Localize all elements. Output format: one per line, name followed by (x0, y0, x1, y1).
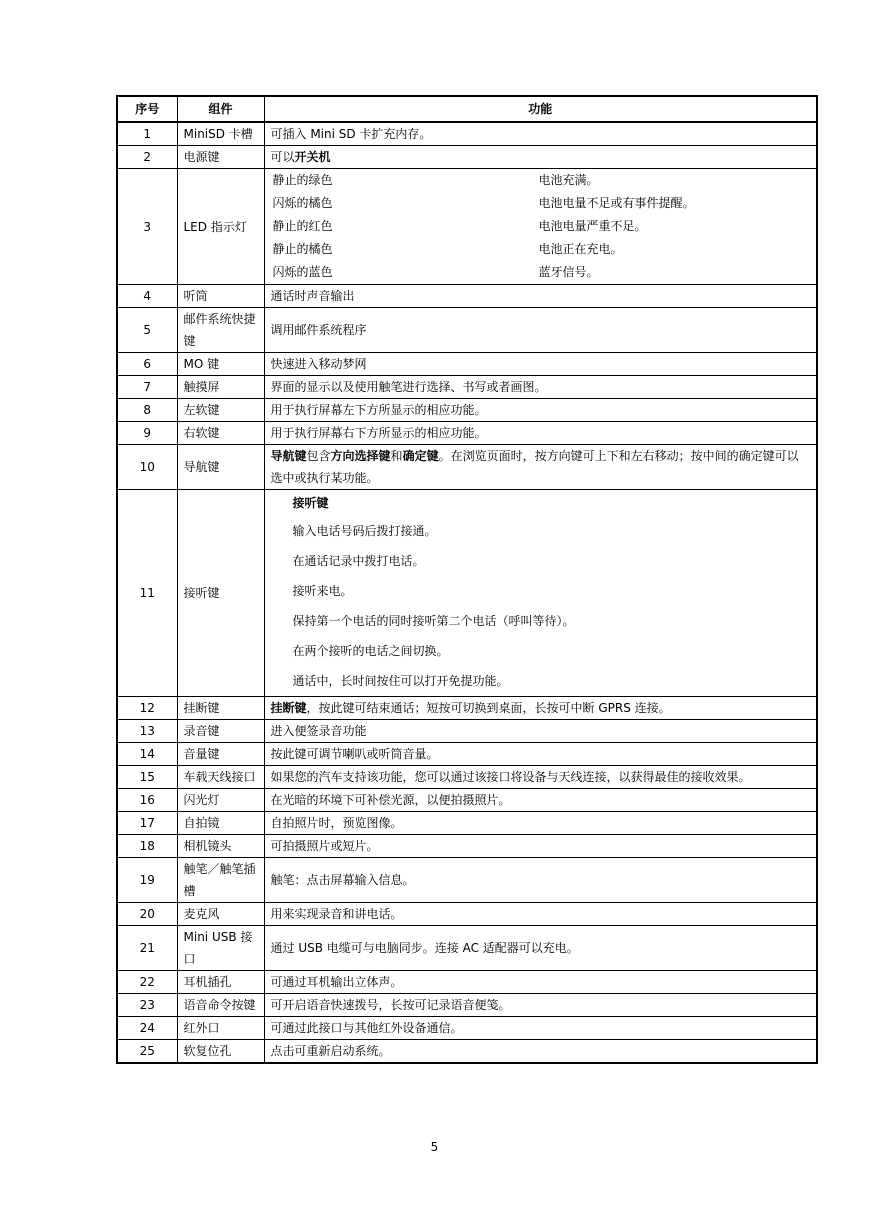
row-function: 进入便签录音功能 (264, 720, 817, 743)
table-row (117, 926, 817, 971)
function-bold-text: 导航键 (270, 449, 307, 463)
row-num: 16 (117, 789, 177, 812)
led-color: 静止的橘色 (272, 242, 333, 256)
row-num: 11 (117, 490, 177, 697)
row-component: 电源键 (177, 146, 264, 169)
function-bold-text: 挂断键 (270, 701, 307, 715)
row-num: 3 (117, 169, 177, 285)
row-num: 10 (117, 445, 177, 490)
function-text: ，按此键可结束通话；短按可切换到桌面，长按可中断 GPRS 连接。 (306, 701, 671, 715)
row-num: 7 (117, 376, 177, 399)
row-num: 14 (117, 743, 177, 766)
table-row (117, 994, 817, 1017)
led-state (265, 169, 817, 192)
row-function: 调用邮件系统程序 (264, 308, 817, 353)
row-function (264, 169, 817, 285)
row-function: 点击可重新启动系统。 (264, 1040, 817, 1064)
row-component: 听筒 (177, 285, 264, 308)
table-row (117, 720, 817, 743)
table-row (117, 835, 817, 858)
row-num: 23 (117, 994, 177, 1017)
table-row (117, 146, 817, 169)
function-text: 和 (390, 449, 403, 463)
row-component: 车载天线接口 (177, 766, 264, 789)
table-row (117, 697, 817, 720)
page-number: 5 (430, 1140, 439, 1154)
row-num: 18 (117, 835, 177, 858)
answer-key-item: 在通话记录中拨打电话。 (292, 554, 425, 568)
row-num: 6 (117, 353, 177, 376)
row-function: 通过 USB 电缆可与电脑同步。连接 AC 适配器可以充电。 (264, 926, 817, 971)
row-component: 挂断键 (177, 697, 264, 720)
table-row (117, 422, 817, 445)
row-function: 如果您的汽车支持该功能，您可以通过该接口将设备与天线连接，以获得最佳的接收效果。 (264, 766, 817, 789)
row-num: 2 (117, 146, 177, 169)
row-num: 4 (117, 285, 177, 308)
row-num: 8 (117, 399, 177, 422)
row-function: 可通过耳机输出立体声。 (264, 971, 817, 994)
row-function: 界面的显示以及使用触笔进行选择、书写或者画图。 (264, 376, 817, 399)
row-function: 可插入 Mini SD 卡扩充内存。 (264, 122, 817, 146)
led-color: 闪烁的蓝色 (272, 265, 333, 279)
row-num: 12 (117, 697, 177, 720)
row-component: 自拍镜 (177, 812, 264, 835)
row-num: 22 (117, 971, 177, 994)
row-component: 红外口 (177, 1017, 264, 1040)
led-state (265, 192, 817, 215)
function-text: 。在浏览页面时，按方向键可上下和左右移动；按中间的确定键可以选中或执行某功能。 (270, 449, 799, 485)
row-component: 音量键 (177, 743, 264, 766)
row-num: 21 (117, 926, 177, 971)
row-function: 用来实现录音和讲电话。 (264, 903, 817, 926)
row-component: 触摸屏 (177, 376, 264, 399)
table-row (117, 858, 817, 903)
table-header-row (117, 96, 817, 122)
row-function (264, 697, 817, 720)
header-component: 组件 (177, 96, 264, 122)
row-num: 1 (117, 122, 177, 146)
row-component: 左软键 (177, 399, 264, 422)
function-bold-text: 确定键 (402, 449, 439, 463)
row-component: 语音命令按键 (177, 994, 264, 1017)
row-component: 邮件系统快捷键 (177, 308, 264, 353)
row-function: 可拍摄照片或短片。 (264, 835, 817, 858)
led-state (265, 238, 817, 261)
led-meaning: 蓝牙信号。 (538, 265, 599, 279)
led-color: 静止的绿色 (272, 173, 333, 187)
table-row (117, 399, 817, 422)
row-function: 用于执行屏幕右下方所显示的相应功能。 (264, 422, 817, 445)
row-component: 触笔／触笔插槽 (177, 858, 264, 903)
answer-key-item: 输入电话号码后拨打接通。 (292, 524, 437, 538)
row-num: 25 (117, 1040, 177, 1064)
row-num: 5 (117, 308, 177, 353)
led-meaning: 电池正在充电。 (538, 242, 623, 256)
row-component: 导航键 (177, 445, 264, 490)
row-component: 麦克风 (177, 903, 264, 926)
answer-key-item: 在两个接听的电话之间切换。 (292, 644, 449, 658)
answer-key-item: 通话中，长时间按住可以打开免提功能。 (292, 674, 509, 688)
row-function: 通话时声音输出 (264, 285, 817, 308)
row-num: 17 (117, 812, 177, 835)
table-row (117, 122, 817, 146)
row-function: 按此键可调节喇叭或听筒音量。 (264, 743, 817, 766)
table-row (117, 1040, 817, 1064)
table-row (117, 743, 817, 766)
row-component: 耳机插孔 (177, 971, 264, 994)
row-num: 24 (117, 1017, 177, 1040)
function-text: 包含 (306, 449, 331, 463)
led-meaning: 电池电量严重不足。 (538, 219, 647, 233)
component-table (116, 95, 818, 1064)
row-component: MiniSD 卡槽 (177, 122, 264, 146)
table-row (117, 766, 817, 789)
row-component: Mini USB 接口 (177, 926, 264, 971)
row-component: 接听键 (177, 490, 264, 697)
answer-key-title: 接听键 (292, 496, 329, 510)
row-function (264, 445, 817, 490)
row-num: 9 (117, 422, 177, 445)
header-num: 序号 (117, 96, 177, 122)
row-function: 快速进入移动梦网 (264, 353, 817, 376)
table-row (117, 1017, 817, 1040)
led-color: 闪烁的橘色 (272, 196, 333, 210)
led-meaning: 电池充满。 (538, 173, 599, 187)
row-function: 自拍照片时，预览图像。 (264, 812, 817, 835)
table-row (117, 308, 817, 353)
row-num: 19 (117, 858, 177, 903)
row-function: 在光暗的环境下可补偿光源，以便拍摄照片。 (264, 789, 817, 812)
row-function (264, 146, 817, 169)
function-text: 可以 (270, 150, 295, 164)
function-bold-text: 方向选择键 (330, 449, 391, 463)
row-component: 闪光灯 (177, 789, 264, 812)
row-component: LED 指示灯 (177, 169, 264, 285)
table-row (117, 353, 817, 376)
led-color: 静止的红色 (272, 219, 333, 233)
table-row (117, 169, 817, 285)
header-function: 功能 (264, 96, 817, 122)
row-num: 13 (117, 720, 177, 743)
row-function: 可开启语音快速拨号，长按可记录语音便笺。 (264, 994, 817, 1017)
row-component: 录音键 (177, 720, 264, 743)
row-function: 可通过此接口与其他红外设备通信。 (264, 1017, 817, 1040)
row-num: 20 (117, 903, 177, 926)
row-num: 15 (117, 766, 177, 789)
table-row (117, 971, 817, 994)
table-row (117, 490, 817, 697)
row-function (264, 490, 817, 697)
table-row (117, 789, 817, 812)
row-component: 软复位孔 (177, 1040, 264, 1064)
function-bold-text: 开关机 (294, 150, 331, 164)
table-row (117, 812, 817, 835)
table-row (117, 903, 817, 926)
row-function: 用于执行屏幕左下方所显示的相应功能。 (264, 399, 817, 422)
answer-key-item: 保持第一个电话的同时接听第二个电话（呼叫等待）。 (292, 614, 575, 628)
answer-key-item: 接听来电。 (292, 584, 353, 598)
led-state (265, 261, 817, 284)
led-state (265, 215, 817, 238)
table-row (117, 376, 817, 399)
table-row (117, 285, 817, 308)
row-function: 触笔：点击屏幕输入信息。 (264, 858, 817, 903)
row-component: 右软键 (177, 422, 264, 445)
led-meaning: 电池电量不足或有事件提醒。 (538, 196, 695, 210)
table-row (117, 445, 817, 490)
row-component: 相机镜头 (177, 835, 264, 858)
row-component: MO 键 (177, 353, 264, 376)
